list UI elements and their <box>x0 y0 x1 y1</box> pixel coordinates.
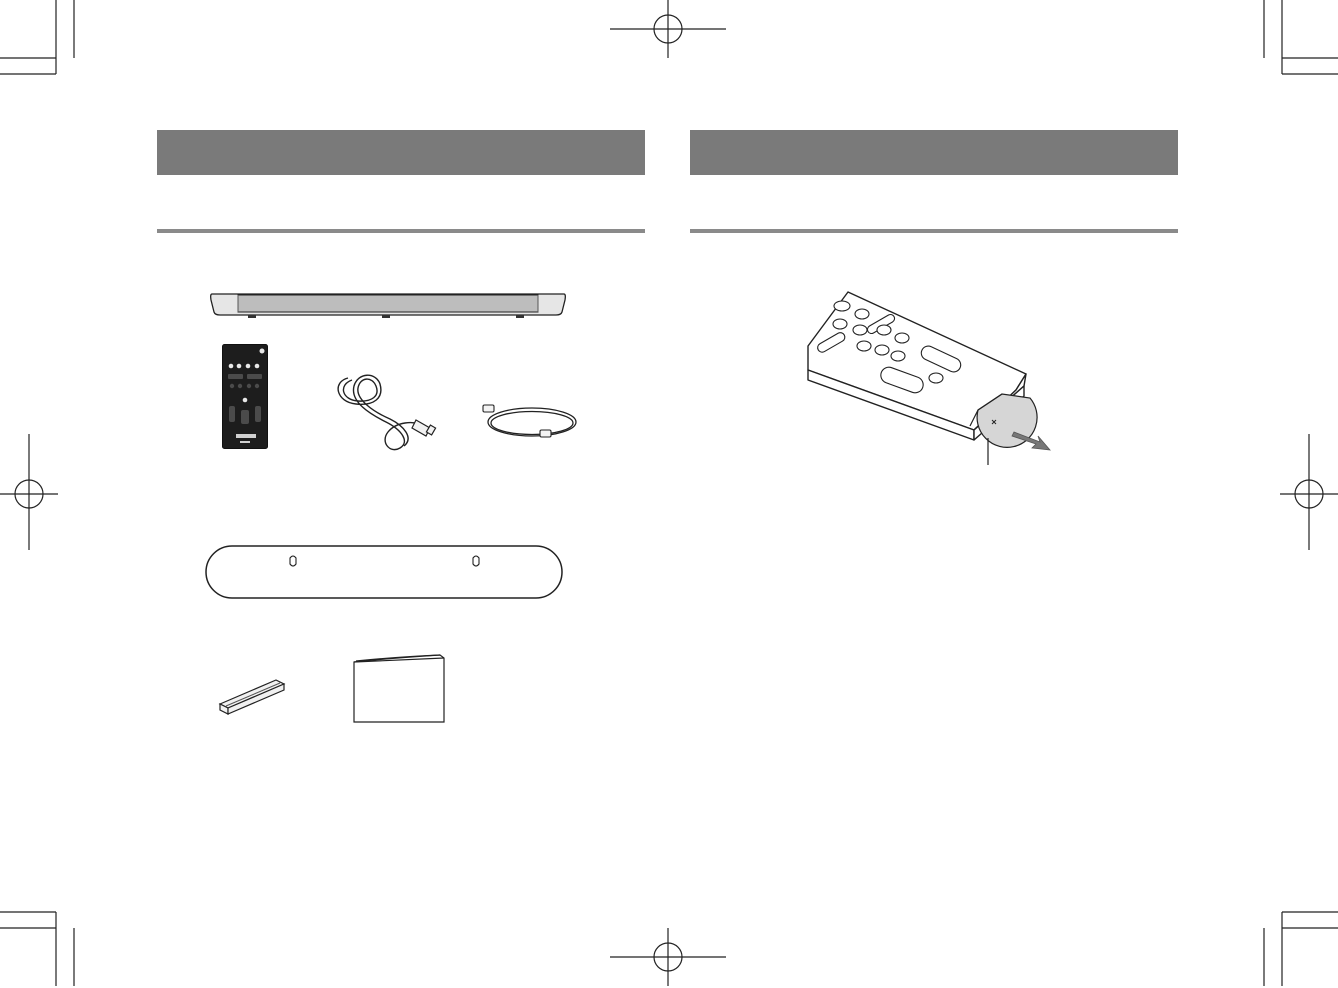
remote-battery-removal-illustration <box>806 290 1066 470</box>
registration-mark-right <box>1280 434 1338 554</box>
optical-cable-illustration <box>480 400 580 444</box>
manual-booklet-illustration <box>352 652 448 726</box>
mounting-template-illustration <box>205 544 565 602</box>
right-section-header-bar <box>690 130 1178 175</box>
registration-mark-left <box>0 434 60 554</box>
registration-mark-bottom <box>610 928 730 988</box>
remote-control-illustration <box>222 344 272 450</box>
sound-bar-illustration <box>208 290 568 320</box>
spacer-illustration <box>216 676 296 716</box>
left-subsection-rule <box>157 229 645 233</box>
registration-mark-top <box>610 0 730 60</box>
right-subsection-rule <box>690 229 1178 233</box>
left-section-header-bar <box>157 130 645 175</box>
power-cable-illustration <box>330 368 440 458</box>
